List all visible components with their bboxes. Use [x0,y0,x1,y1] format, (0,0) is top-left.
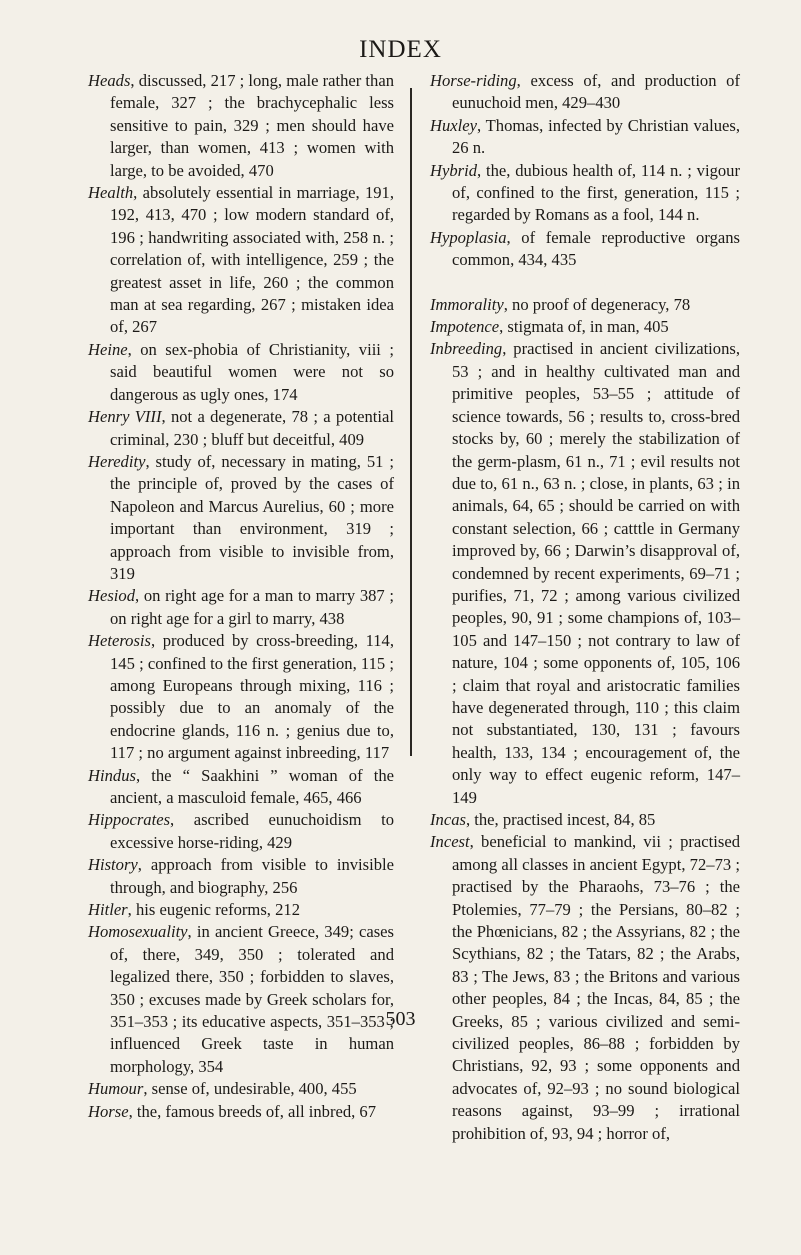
index-entry-heading: Hippocrates [88,810,171,830]
index-entry-text: , beneficial to mankind, vii ; practised among all classes in ancient Egypt, 72–73 ; practised by the Pharaohs, 73–76 ; the Ptolemies, 77–79 ; the Persians, 80–82 ; the Phœnicians, 82 ; the Assyrians, 82 ; the Scythians, 82 ; the Tatars, 82 ; the Arabs, 83 ; The Jews, 83 ; the Britons and various other peoples, 84 ; the Incas, 84, 85 ; the Greeks, 85 ; various civilized and semi-civilized peoples, 86–88 ; forbidden by Christians, 92, 93 ; some opponents and advocates of, 92–93 ; no sound biological reasons against, 93–99 ; irrational prohibition of, 93, 94 ; horror of, [452,832,740,1143]
index-entry [88,585,394,630]
index-entry [88,451,394,585]
page-number: 503 [385,1008,416,1030]
index-entry-text: , his eugenic reforms, 212 [127,900,300,920]
index-entry-text: , not a degenerate, 78 ; a potential criminal, 230 ; bluff but deceitful, 409 [110,407,394,449]
index-entry [88,339,394,406]
index-entry [88,854,394,899]
index-entry-heading: Henry VIII [88,407,162,427]
index-entry [88,899,394,921]
index-entry [430,809,740,831]
index-entry-heading: Heads [88,71,131,90]
index-entry [88,1101,394,1123]
index-entry-heading: Heredity [88,451,146,471]
index-entry-heading: Incest [430,832,470,852]
index-entry [430,338,740,809]
index-entry [430,70,740,115]
index-entry-text: , of female reproductive organs common, 434, 435 [452,227,740,270]
index-column-left [88,70,394,1123]
index-entry [430,316,740,338]
index-entry-text: , the, famous breeds of, all inbred, 67 [128,1101,377,1121]
index-entry-text: , sense of, undesirable, 400, 455 [143,1079,357,1099]
index-entry-heading: Heterosis [88,631,151,651]
index-entry-heading: Hitler [88,900,128,920]
index-entry-heading: Homosexuality [88,922,188,942]
index-entry-heading: Humour [88,1079,144,1099]
index-entry-heading: Heine [88,339,128,359]
index-entry-heading: Inbreeding [430,339,503,359]
column-divider [410,88,412,756]
index-entry [88,70,394,182]
index-entry [88,630,394,764]
index-entry [88,765,394,810]
index-entry [88,182,394,339]
index-entry-heading: Health [88,183,134,203]
index-entry-heading: Hindus [88,765,136,785]
index-entry [88,1078,394,1100]
index-entry-text: , the, dubious health of, 114 n. ; vigour of, confined to the first, generation, 115 ; regarded by Romans as a fool, 144 n. [452,160,740,225]
index-entry-text: , discussed, 217 ; long, male rather than female, 327 ; the brachycephalic less sensitive to pain, 329 ; men should have larger, than women, 413 ; women with large, to be avoided, 470 [110,71,395,180]
index-entry-text: , approach from visible to invisible through, and biography, 256 [110,855,394,897]
index-entry-text: , no proof of degeneracy, 78 [503,294,691,314]
index-entry-text: , the “ Saakhini ” woman of the ancient, a masculoid female, 465, 466 [110,765,394,807]
index-entry [430,831,740,1145]
index-entry-heading: Impotence [430,317,500,337]
index-entry-text: , in ancient Greece, 349; cases of, there, 349, 350 ; tolerated and legalized there, 350 ; forbidden to slaves, 350 ; excuses made by Greek scholars for, 351–353 ; its educative aspects, 351–353 ; influenced Greek taste in human morphology, 354 [110,922,394,1076]
page-title: INDEX [359,36,442,63]
index-entry [88,809,394,854]
index-entry-text: , on right age for a man to marry 387 ; on right age for a girl to marry, 438 [110,586,394,628]
index-entry-heading: Hybrid [430,160,478,180]
index-entry-heading: Immorality [430,294,504,314]
index-entry [88,406,394,451]
index-entry [430,115,740,160]
index-column-right [430,70,740,1145]
index-entry-text: , stigmata of, in man, 405 [499,317,669,337]
index-entry-heading: History [88,855,138,875]
index-entry-text: , produced by cross-breeding, 114, 145 ; confined to the first generation, 115 ; among Europeans through mixing, 116 ; possibly due to an anomaly of the endocrine glands, 116 n. ; genius due to, 117 ; no argument against inbreeding, 117 [110,631,394,763]
index-entry-heading: Horse-riding [430,71,517,90]
index-entry-heading: Huxley [430,115,477,135]
index-entry-text: , study of, necessary in mating, 51 ; the principle of, proved by the cases of Napoleon and Marcus Aurelius, 60 ; more important than environment, 319 ; approach from visible to invisible from, 319 [110,451,394,583]
index-entry-text: , practised in ancient civilizations, 53 ; and in healthy cultivated man and primitive peoples, 53–55 ; attitude of science towards, 56 ; results to, cross-bred stocks by, 60 ; merely the stabilization of the germ-plasm, 61 n., 71 ; evil results not due to, 61 n., 63 n. ; close, in plants, 63 ; in animals, 64, 65 ; should be carried on with constant selection, 66 ; catttle in Germany improved by, 66 ; Darwin’s disapproval of, condemned by recent experiments, 69–71 ; purifies, 71, 72 ; among various civilized peoples, 90, 91 ; some champions of, 103–105 and 147–150 ; not contrary to law of nature, 104 ; some opponents of, 105, 106 ; claim that royal and aristocratic families have degenerated through, 110 ; this claim not substantiated, 130, 131 ; favours health, 133, 134 ; encouragement of, the only way to effect eugenic reform, 147–149 [452,339,740,807]
index-entry-text: , absolutely essential in marriage, 191, 192, 413, 470 ; low modern standard of, 196 ; handwriting associated with, 258 n. ; correlation of, with intelligence, 259 ; the greatest asset in life, 260 ; the common man at sea regarding, 267 ; mistaken idea of, 267 [110,183,394,337]
index-entry-text: , excess of, and production of eunuchoid men, 429–430 [452,71,740,113]
index-entry [430,160,740,227]
index-entry-heading: Horse [88,1101,129,1121]
index-entry-text: , on sex-phobia of Christianity, viii ; said beautiful women were not so dangerous as ugly ones, 174 [110,339,394,404]
index-entry-text: , the, practised incest, 84, 85 [465,810,656,829]
index-entry [430,294,740,316]
index-entry [430,227,740,272]
index-entry-text: , ascribed eunuchoidism to excessive horse-riding, 429 [110,810,394,852]
index-entry-heading: Hesiod [88,586,136,606]
index-entry-heading: Hypoplasia [430,227,507,247]
index-entry-heading: Incas [430,810,466,829]
index-entry [88,921,394,1078]
index-entry-text: , Thomas, infected by Christian values, 26 n. [452,115,740,158]
